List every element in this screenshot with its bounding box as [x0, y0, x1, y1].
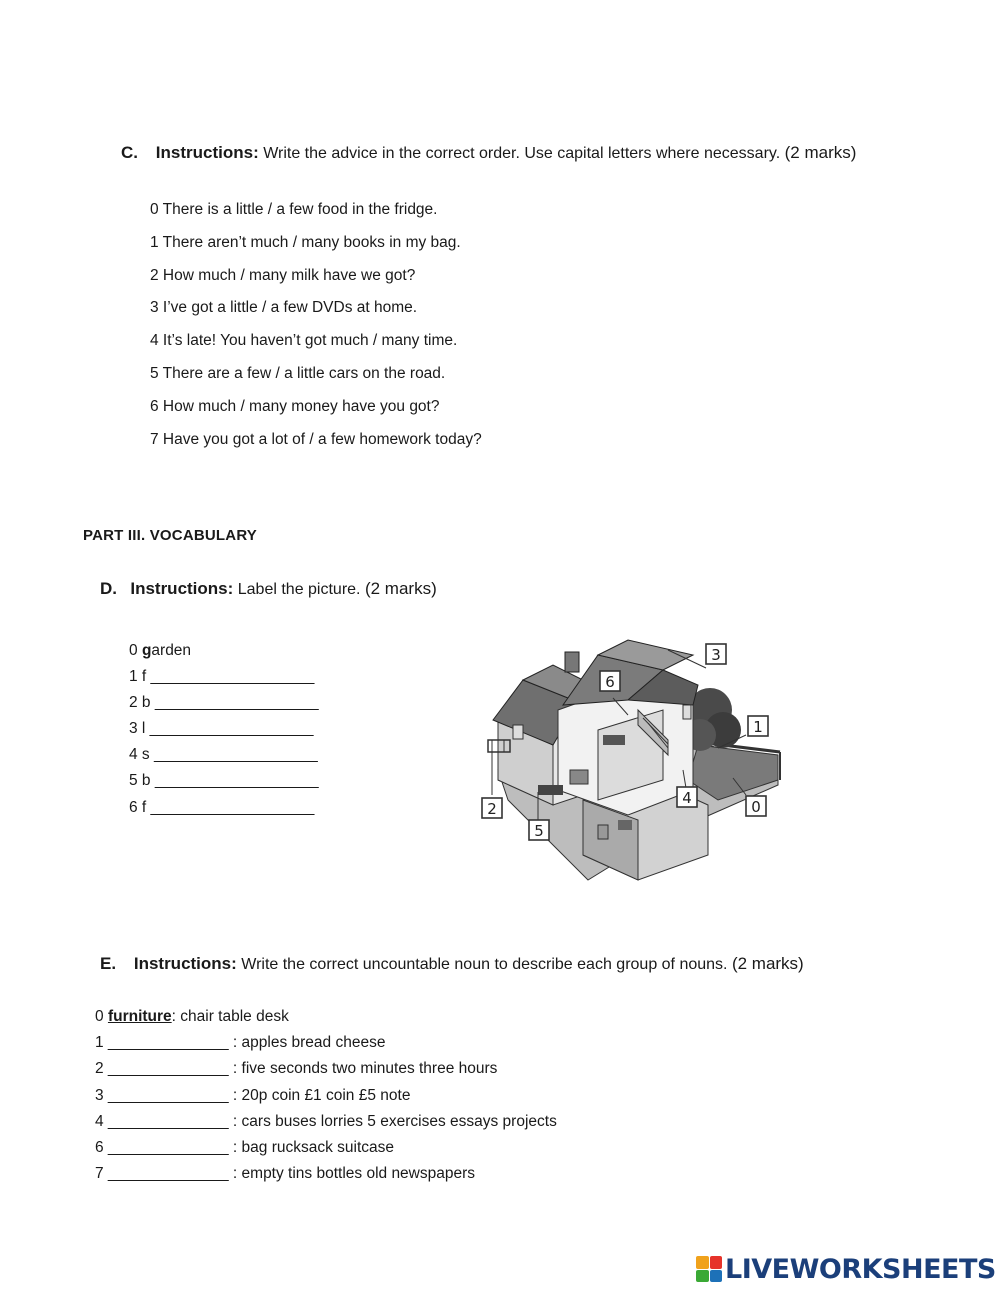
section-letter: D. — [100, 579, 117, 598]
instructions-text: Write the correct uncountable noun to describe each group of nouns. — [241, 956, 728, 973]
example-number: 0 — [129, 642, 138, 659]
example-item — [95, 1008, 289, 1026]
instructions-text: Write the advice in the correct order. Use capital letters where necessary. — [263, 145, 781, 162]
svg-text:3: 3 — [711, 646, 721, 664]
part-d-instructions — [100, 579, 437, 599]
svg-text:5: 5 — [534, 822, 544, 840]
svg-text:4: 4 — [682, 789, 692, 807]
picture-label-0 — [746, 796, 766, 816]
part-e-instructions — [100, 954, 804, 974]
logo-square — [710, 1256, 723, 1269]
example-item — [129, 642, 191, 660]
list-item: 2 How much / many milk have we got? — [150, 267, 416, 284]
list-item: 2 ______________ : five seconds two minutes three hours — [95, 1060, 498, 1077]
marks-label: (2 marks) — [731, 954, 804, 973]
logo-square — [696, 1270, 709, 1283]
picture-label-3 — [706, 644, 726, 664]
list-item: 6 ______________ : bag rucksack suitcase — [95, 1139, 395, 1156]
picture-label-2 — [482, 798, 502, 818]
logo-square — [710, 1270, 723, 1283]
section-letter: C. — [121, 143, 138, 162]
list-item: 1 ______________ : apples bread cheese — [95, 1034, 386, 1051]
instructions-keyword: Instructions: — [130, 579, 234, 598]
svg-text:2: 2 — [487, 800, 497, 818]
logo-square — [696, 1256, 709, 1269]
svg-text:0: 0 — [751, 798, 761, 816]
list-item: 4 ______________ : cars buses lorries 5 exercises essays projects — [95, 1113, 557, 1130]
list-item: 7 ______________ : empty tins bottles old newspapers — [95, 1165, 476, 1182]
list-item: 6 f ___________________ — [129, 799, 315, 816]
list-item: 0 There is a little / a few food in the fridge. — [150, 201, 438, 218]
list-item: 5 There are a few / a little cars on the road. — [150, 365, 446, 382]
list-item: 4 s ___________________ — [129, 746, 318, 763]
liveworksheets-logo — [696, 1254, 996, 1284]
svg-text:1: 1 — [753, 718, 763, 736]
house-illustration — [478, 630, 790, 882]
picture-label-6 — [600, 671, 620, 691]
example-number: 0 — [95, 1008, 104, 1025]
part-c-instructions — [121, 143, 856, 163]
svg-text:6: 6 — [605, 673, 615, 691]
list-item: 2 b ___________________ — [129, 694, 319, 711]
example-rest: arden — [151, 642, 192, 659]
marks-label: (2 marks) — [364, 579, 437, 598]
picture-label-4 — [677, 787, 697, 807]
list-item: 6 How much / many money have you got? — [150, 398, 440, 415]
list-item: 3 l ___________________ — [129, 720, 314, 737]
part-heading: PART III. VOCABULARY — [83, 527, 258, 544]
list-item: 7 Have you got a lot of / a few homework today? — [150, 431, 482, 448]
instructions-text: Label the picture. — [237, 581, 361, 598]
instructions-keyword: Instructions: — [155, 143, 259, 162]
section-letter: E. — [100, 954, 117, 973]
picture-label-1 — [748, 716, 768, 736]
liveworksheets-logo-icon — [696, 1256, 722, 1282]
example-bold-letter: g — [141, 642, 152, 659]
example-word: furniture — [107, 1008, 172, 1025]
list-item: 1 f ___________________ — [129, 668, 315, 685]
marks-label: (2 marks) — [784, 143, 857, 162]
picture-label-5 — [529, 820, 549, 840]
example-rest: : chair table desk — [171, 1008, 289, 1025]
list-item: 3 I’ve got a little / a few DVDs at home. — [150, 299, 418, 316]
logo-text: LIVEWORKSHEETS — [725, 1253, 996, 1285]
list-item: 5 b ___________________ — [129, 772, 319, 789]
list-item: 1 There aren’t much / many books in my bag. — [150, 234, 461, 251]
list-item: 3 ______________ : 20p coin £1 coin £5 note — [95, 1087, 411, 1104]
instructions-keyword: Instructions: — [133, 954, 237, 973]
list-item: 4 It’s late! You haven’t got much / many time. — [150, 332, 458, 349]
